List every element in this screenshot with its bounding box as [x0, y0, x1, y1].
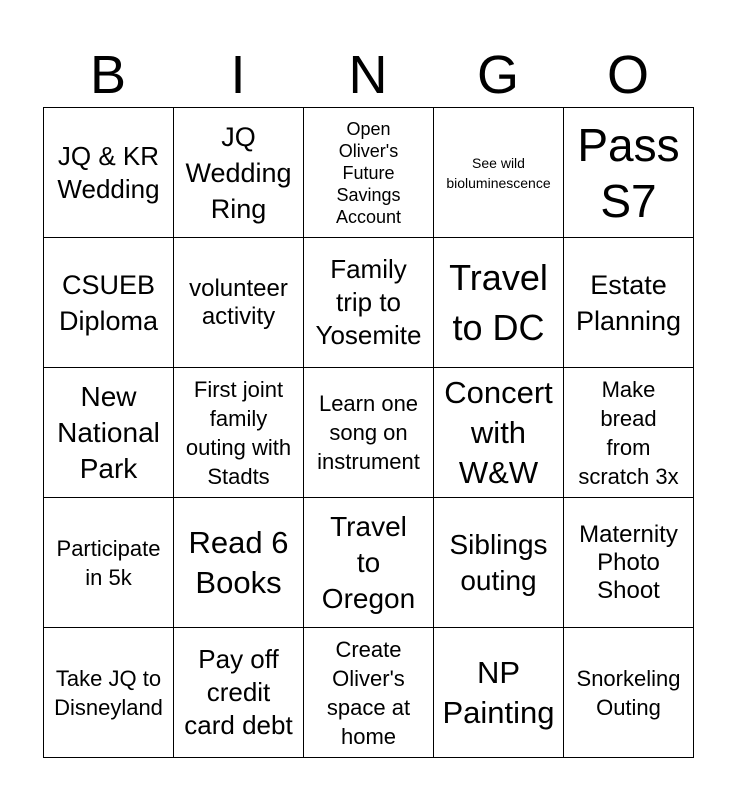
bingo-cell-r2c1[interactable] [44, 238, 174, 368]
cell-label: Read 6 Books [188, 524, 289, 600]
bingo-cell-r1c2[interactable] [174, 108, 304, 238]
cell-label: Make bread from scratch 3x [578, 376, 679, 489]
cell-label: Participate in 5k [56, 535, 161, 590]
bingo-cell-r3c2[interactable] [174, 368, 304, 498]
cell-label: JQ Wedding Ring [185, 121, 292, 224]
bingo-cell-r1c3[interactable] [304, 108, 434, 238]
cell-label: Learn one song on instrument [317, 391, 420, 474]
bingo-cell-r3c1[interactable] [44, 368, 174, 498]
bingo-cell-r2c4[interactable] [434, 238, 564, 368]
cell-label: See wild bioluminescence [446, 154, 551, 191]
bingo-cell-r3c4[interactable] [434, 368, 564, 498]
cell-label: Travel to DC [449, 256, 548, 348]
cell-label: CSUEB Diploma [58, 269, 159, 336]
bingo-cell-r4c3[interactable] [304, 498, 434, 628]
header-letter-o: O [606, 45, 649, 105]
bingo-cell-r5c1[interactable] [44, 628, 174, 758]
bingo-cell-r1c4[interactable] [434, 108, 564, 238]
bingo-cell-r5c5[interactable] [564, 628, 694, 758]
bingo-cell-r3c3[interactable] [304, 368, 434, 498]
bingo-cell-r4c2[interactable] [174, 498, 304, 628]
header-letter-i: I [230, 45, 246, 105]
cell-label: Concert with W&W [444, 374, 553, 490]
bingo-cell-r4c5[interactable] [564, 498, 694, 628]
cell-label: JQ & KR Wedding [57, 140, 160, 204]
bingo-cell-r5c4[interactable] [434, 628, 564, 758]
header-letter-g: G [476, 45, 519, 105]
cell-label: Snorkeling Outing [576, 665, 681, 720]
bingo-cell-r2c5[interactable] [564, 238, 694, 368]
bingo-cell-r5c2[interactable] [174, 628, 304, 758]
bingo-cell-r3c5[interactable] [564, 368, 694, 498]
bingo-cell-r1c5[interactable] [564, 108, 694, 238]
cell-label: Take JQ to Disneyland [54, 665, 163, 720]
cell-label: Siblings outing [449, 528, 548, 596]
cell-label: Pay off credit card debt [184, 644, 293, 740]
bingo-header [43, 44, 693, 106]
bingo-cell-r4c4[interactable] [434, 498, 564, 628]
header-letter-b: B [89, 45, 127, 105]
cell-label: Open Oliver's Future Savings Account [335, 118, 402, 227]
bingo-cell-r4c1[interactable] [44, 498, 174, 628]
bingo-card-grid [43, 107, 694, 758]
bingo-cell-r2c3[interactable] [304, 238, 434, 368]
cell-label: NP Painting [442, 654, 555, 730]
bingo-cell-r1c1[interactable] [44, 108, 174, 238]
cell-label: Maternity Photo Shoot [579, 520, 678, 604]
bingo-cell-r2c2[interactable] [174, 238, 304, 368]
cell-label: Pass S7 [577, 118, 680, 227]
bingo-cell-r5c3[interactable] [304, 628, 434, 758]
cell-label: New National Park [57, 380, 160, 484]
cell-label: Create Oliver's space at home [326, 636, 411, 749]
cell-label: Estate Planning [575, 269, 682, 336]
header-letter-n: N [348, 45, 388, 105]
cell-label: First joint family outing with Stadts [185, 376, 292, 489]
cell-label: Travel to Oregon [321, 510, 416, 614]
cell-label: Family trip to Yosemite [315, 254, 422, 350]
cell-label: volunteer activity [189, 274, 288, 330]
